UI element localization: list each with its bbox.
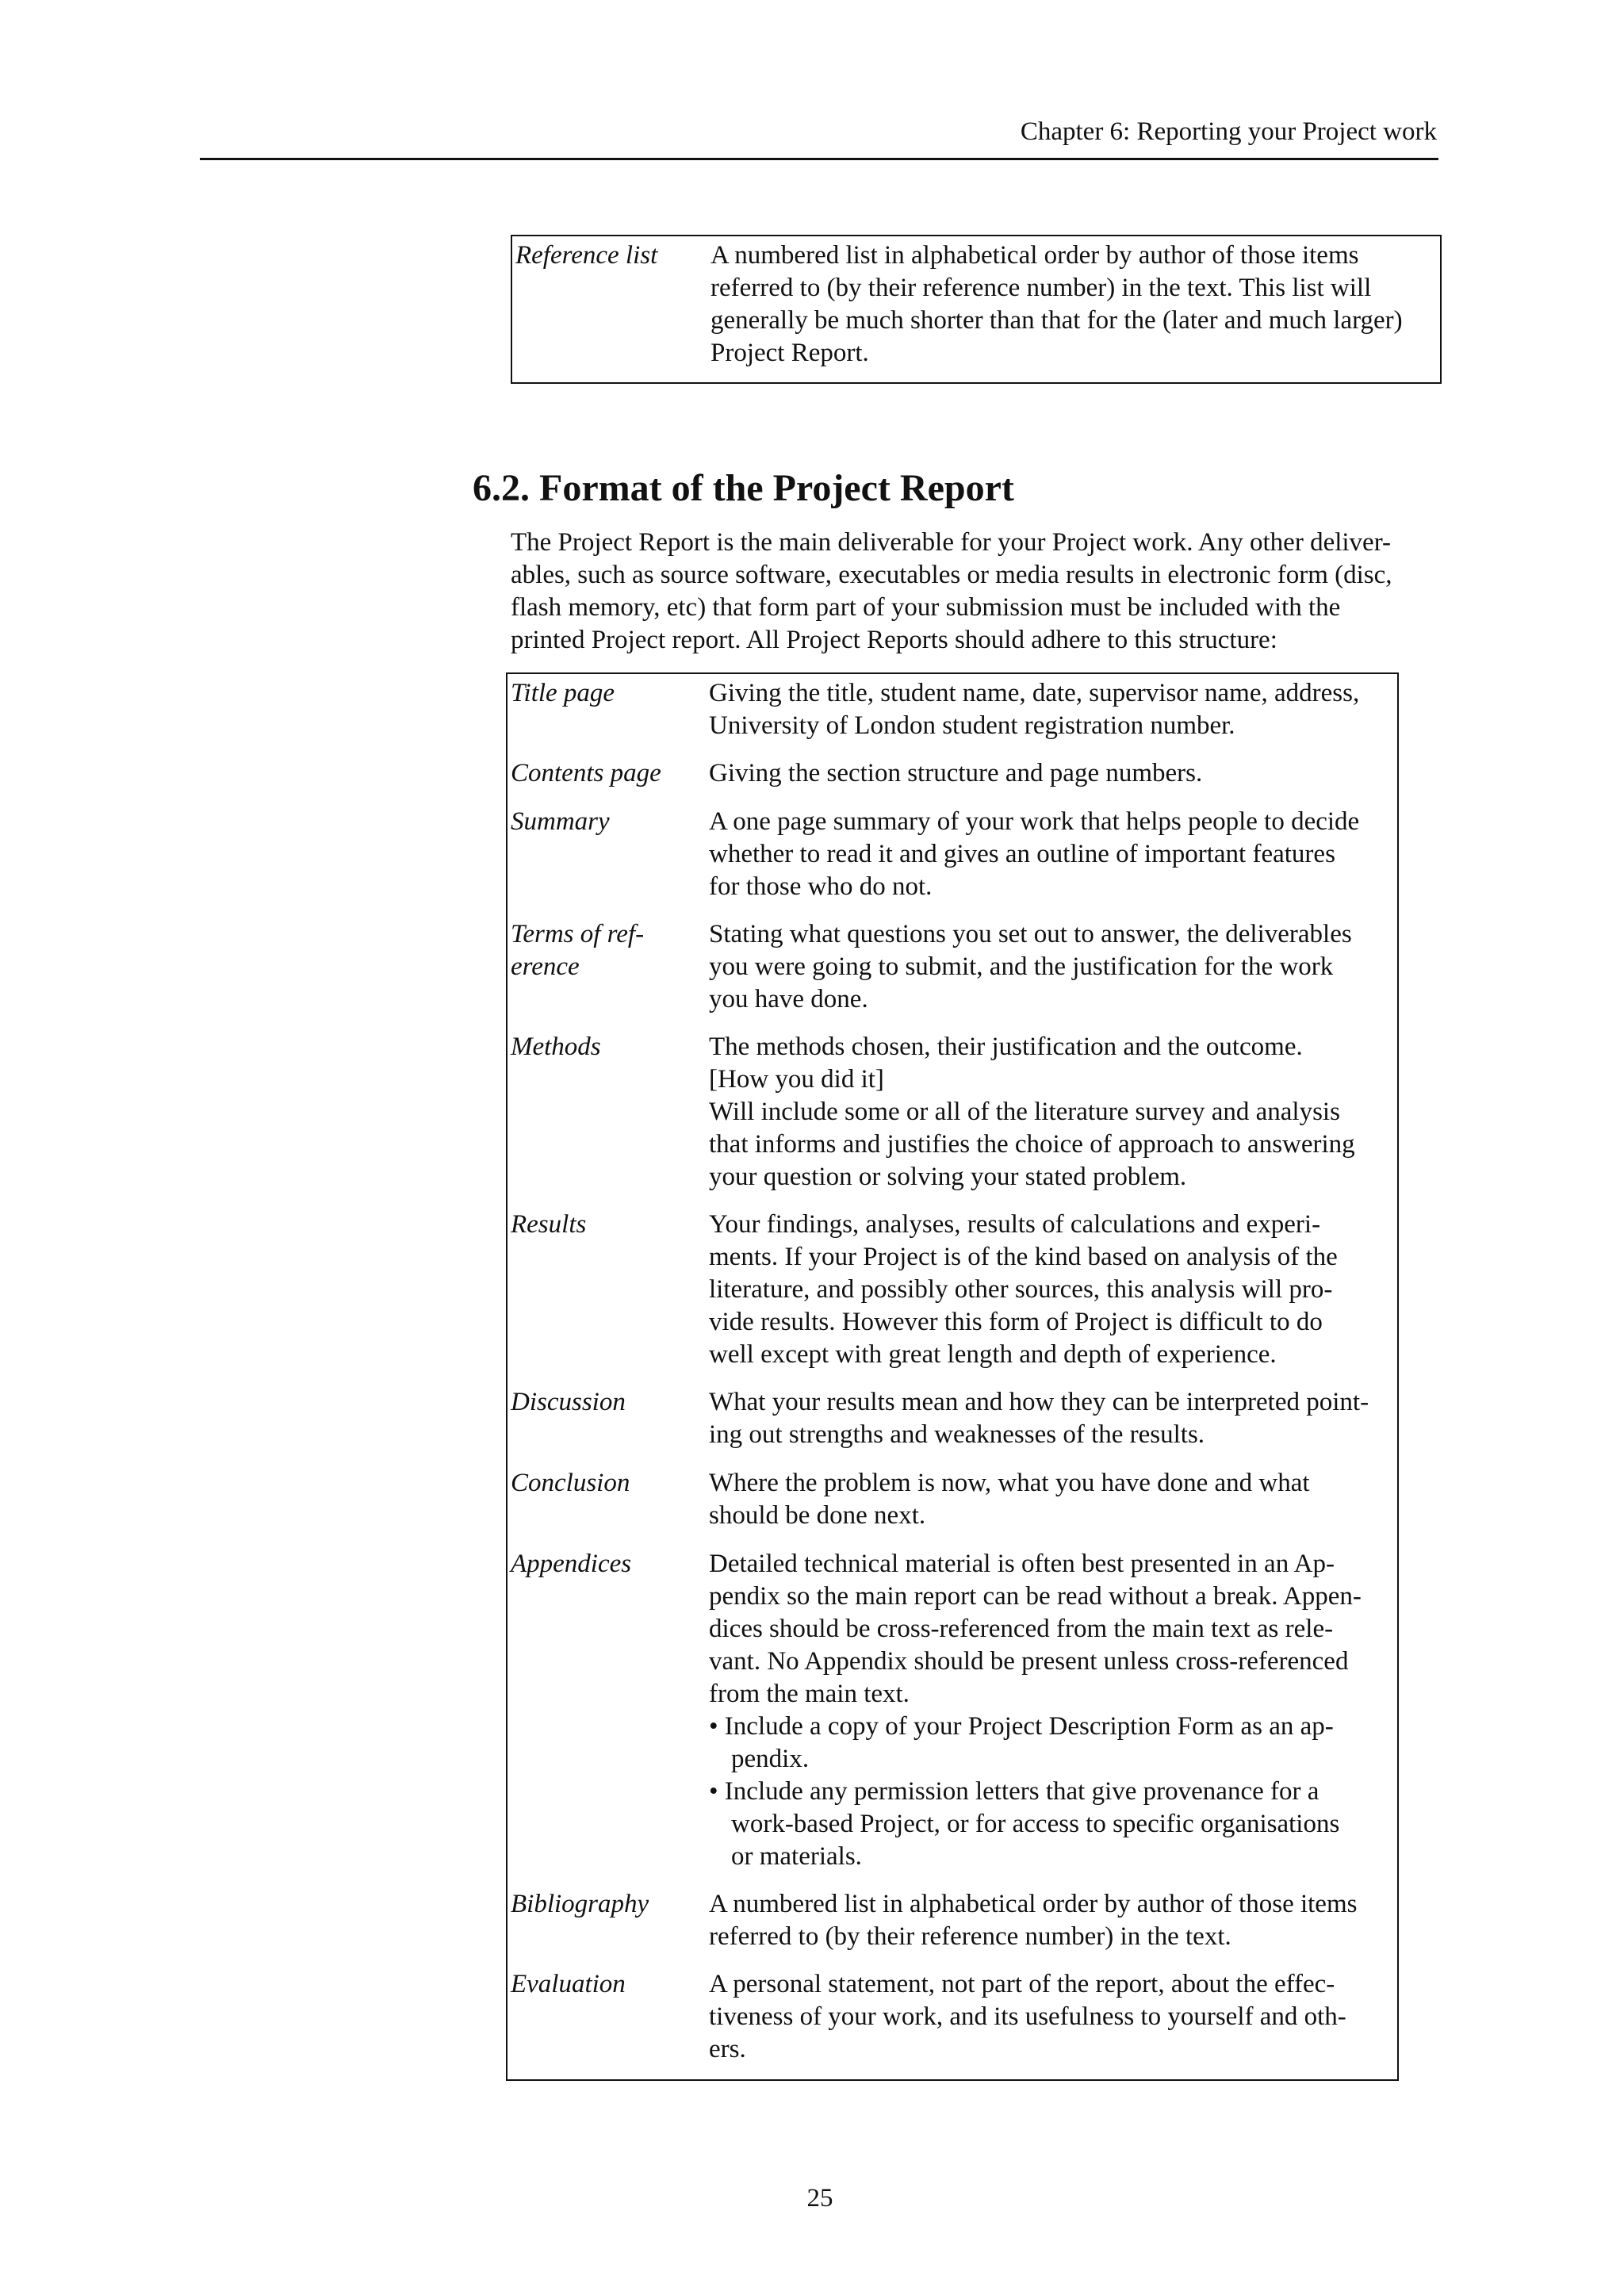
structure-description	[709, 757, 1399, 790]
reference-list-description	[710, 239, 1440, 370]
desc-line: Stating what questions you set out to answer, the deliverables	[709, 920, 1352, 948]
reference-list-box	[511, 235, 1442, 384]
structure-term	[511, 1031, 701, 1063]
bullet-item: • Include a copy of your Project Description Form as an ap-	[709, 1712, 1334, 1741]
desc-line: A numbered list in alphabetical order by author of those items	[709, 1890, 1358, 1918]
structure-description	[709, 918, 1399, 1016]
desc-line: Giving the title, student name, date, supervisor name, address,	[709, 679, 1360, 707]
reference-desc-line: generally be much shorter than that for the (later and much larger)	[710, 306, 1403, 335]
desc-line: Will include some or all of the literature survey and analysis	[709, 1098, 1340, 1126]
desc-line: Detailed technical material is often best presented in an Ap-	[709, 1550, 1335, 1578]
structure-description	[709, 677, 1399, 742]
structure-description	[709, 1888, 1399, 1953]
structure-description	[709, 806, 1399, 903]
desc-line: [How you did it]	[709, 1065, 884, 1094]
desc-line: ers.	[709, 2035, 746, 2063]
reference-desc-line: referred to (by their reference number) in the text. This list will	[710, 274, 1372, 302]
desc-line: Giving the section structure and page numbers.	[709, 759, 1203, 787]
bullet-item: • Include any permission letters that give provenance for a	[709, 1777, 1320, 1806]
desc-line: well except with great length and depth of experience.	[709, 1340, 1277, 1369]
term-line: Contents page	[511, 759, 661, 787]
desc-line: you were going to submit, and the justification for the work	[709, 952, 1334, 981]
structure-term	[511, 1467, 701, 1500]
desc-line: your question or solving your stated problem.	[709, 1163, 1187, 1191]
running-header	[200, 116, 1438, 160]
bullet-continuation: pendix.	[731, 1745, 810, 1773]
term-line: Appendices	[511, 1550, 632, 1578]
term-line: Title page	[511, 679, 615, 707]
desc-line: for those who do not.	[709, 872, 933, 901]
desc-line: What your results mean and how they can be interpreted point-	[709, 1388, 1369, 1416]
structure-term	[511, 757, 701, 790]
structure-term	[511, 806, 701, 838]
structure-description	[709, 1209, 1399, 1371]
structure-term	[511, 1968, 701, 2001]
term-line: Evaluation	[511, 1970, 626, 1998]
desc-line: University of London student registration number.	[709, 711, 1235, 740]
term-line: Bibliography	[511, 1890, 649, 1918]
structure-description	[709, 1968, 1399, 2066]
term-line: Discussion	[511, 1388, 626, 1416]
structure-description	[709, 1467, 1399, 1532]
term-line: Methods	[511, 1033, 601, 1061]
term-line: Conclusion	[511, 1469, 630, 1497]
desc-line: Where the problem is now, what you have done and what	[709, 1469, 1310, 1497]
structure-description	[709, 1031, 1399, 1193]
report-structure-table	[506, 672, 1399, 2081]
intro-line: flash memory, etc) that form part of your submission must be included with the	[511, 593, 1341, 622]
desc-line: ing out strengths and weaknesses of the results.	[709, 1420, 1205, 1449]
desc-line: you have done.	[709, 985, 868, 1013]
desc-line: from the main text.	[709, 1680, 910, 1708]
term-line: Summary	[511, 807, 610, 836]
intro-line: ables, such as source software, executables or media results in electronic form (disc,	[511, 561, 1392, 589]
structure-term	[511, 918, 701, 983]
desc-line: whether to read it and gives an outline of important features	[709, 840, 1335, 868]
desc-line: The methods chosen, their justification and the outcome.	[709, 1033, 1303, 1061]
structure-term	[511, 1386, 701, 1419]
running-title: Chapter 6: Reporting your Project work	[1020, 117, 1437, 146]
section-heading: 6.2. Format of the Project Report	[473, 467, 1014, 509]
desc-line: that informs and justifies the choice of approach to answering	[709, 1130, 1355, 1159]
structure-term	[511, 677, 701, 710]
desc-line: vant. No Appendix should be present unless cross-referenced	[709, 1647, 1349, 1676]
desc-line: Your findings, analyses, results of calculations and experi-	[709, 1210, 1321, 1239]
desc-line: ments. If your Project is of the kind based on analysis of the	[709, 1243, 1338, 1271]
reference-desc-line: A numbered list in alphabetical order by author of those items	[710, 241, 1359, 270]
structure-description	[709, 1548, 1399, 1873]
structure-term	[511, 1888, 701, 1921]
desc-line: A one page summary of your work that helps people to decide	[709, 807, 1360, 836]
page-number: 25	[806, 2184, 833, 2213]
term-line: Results	[511, 1210, 587, 1239]
bullet-continuation: or materials.	[731, 1842, 862, 1871]
intro-line: The Project Report is the main deliverable for your Project work. Any other deliver-	[511, 528, 1392, 557]
desc-line: pendix so the main report can be read without a break. Appen-	[709, 1582, 1362, 1611]
term-line: Terms of ref-	[511, 920, 645, 948]
bullet-continuation: work-based Project, or for access to specific organisations	[731, 1810, 1340, 1838]
term-line: erence	[511, 952, 580, 981]
reference-list-term: Reference list	[515, 241, 658, 270]
structure-term	[511, 1209, 701, 1241]
section-intro-paragraph	[511, 527, 1438, 657]
structure-term	[511, 1548, 701, 1580]
desc-line: dices should be cross-referenced from the main text as rele-	[709, 1615, 1334, 1643]
desc-line: vide results. However this form of Project is difficult to do	[709, 1308, 1323, 1336]
intro-line: printed Project report. All Project Reports should adhere to this structure:	[511, 626, 1277, 654]
desc-line: tiveness of your work, and its usefulness to yourself and oth-	[709, 2002, 1346, 2031]
desc-line: A personal statement, not part of the report, about the effec-	[709, 1970, 1335, 1998]
desc-line: referred to (by their reference number) in the text.	[709, 1922, 1231, 1951]
reference-desc-line: Project Report.	[710, 339, 869, 367]
structure-description	[709, 1386, 1399, 1451]
desc-line: should be done next.	[709, 1501, 926, 1530]
desc-line: literature, and possibly other sources, this analysis will pro-	[709, 1275, 1333, 1304]
